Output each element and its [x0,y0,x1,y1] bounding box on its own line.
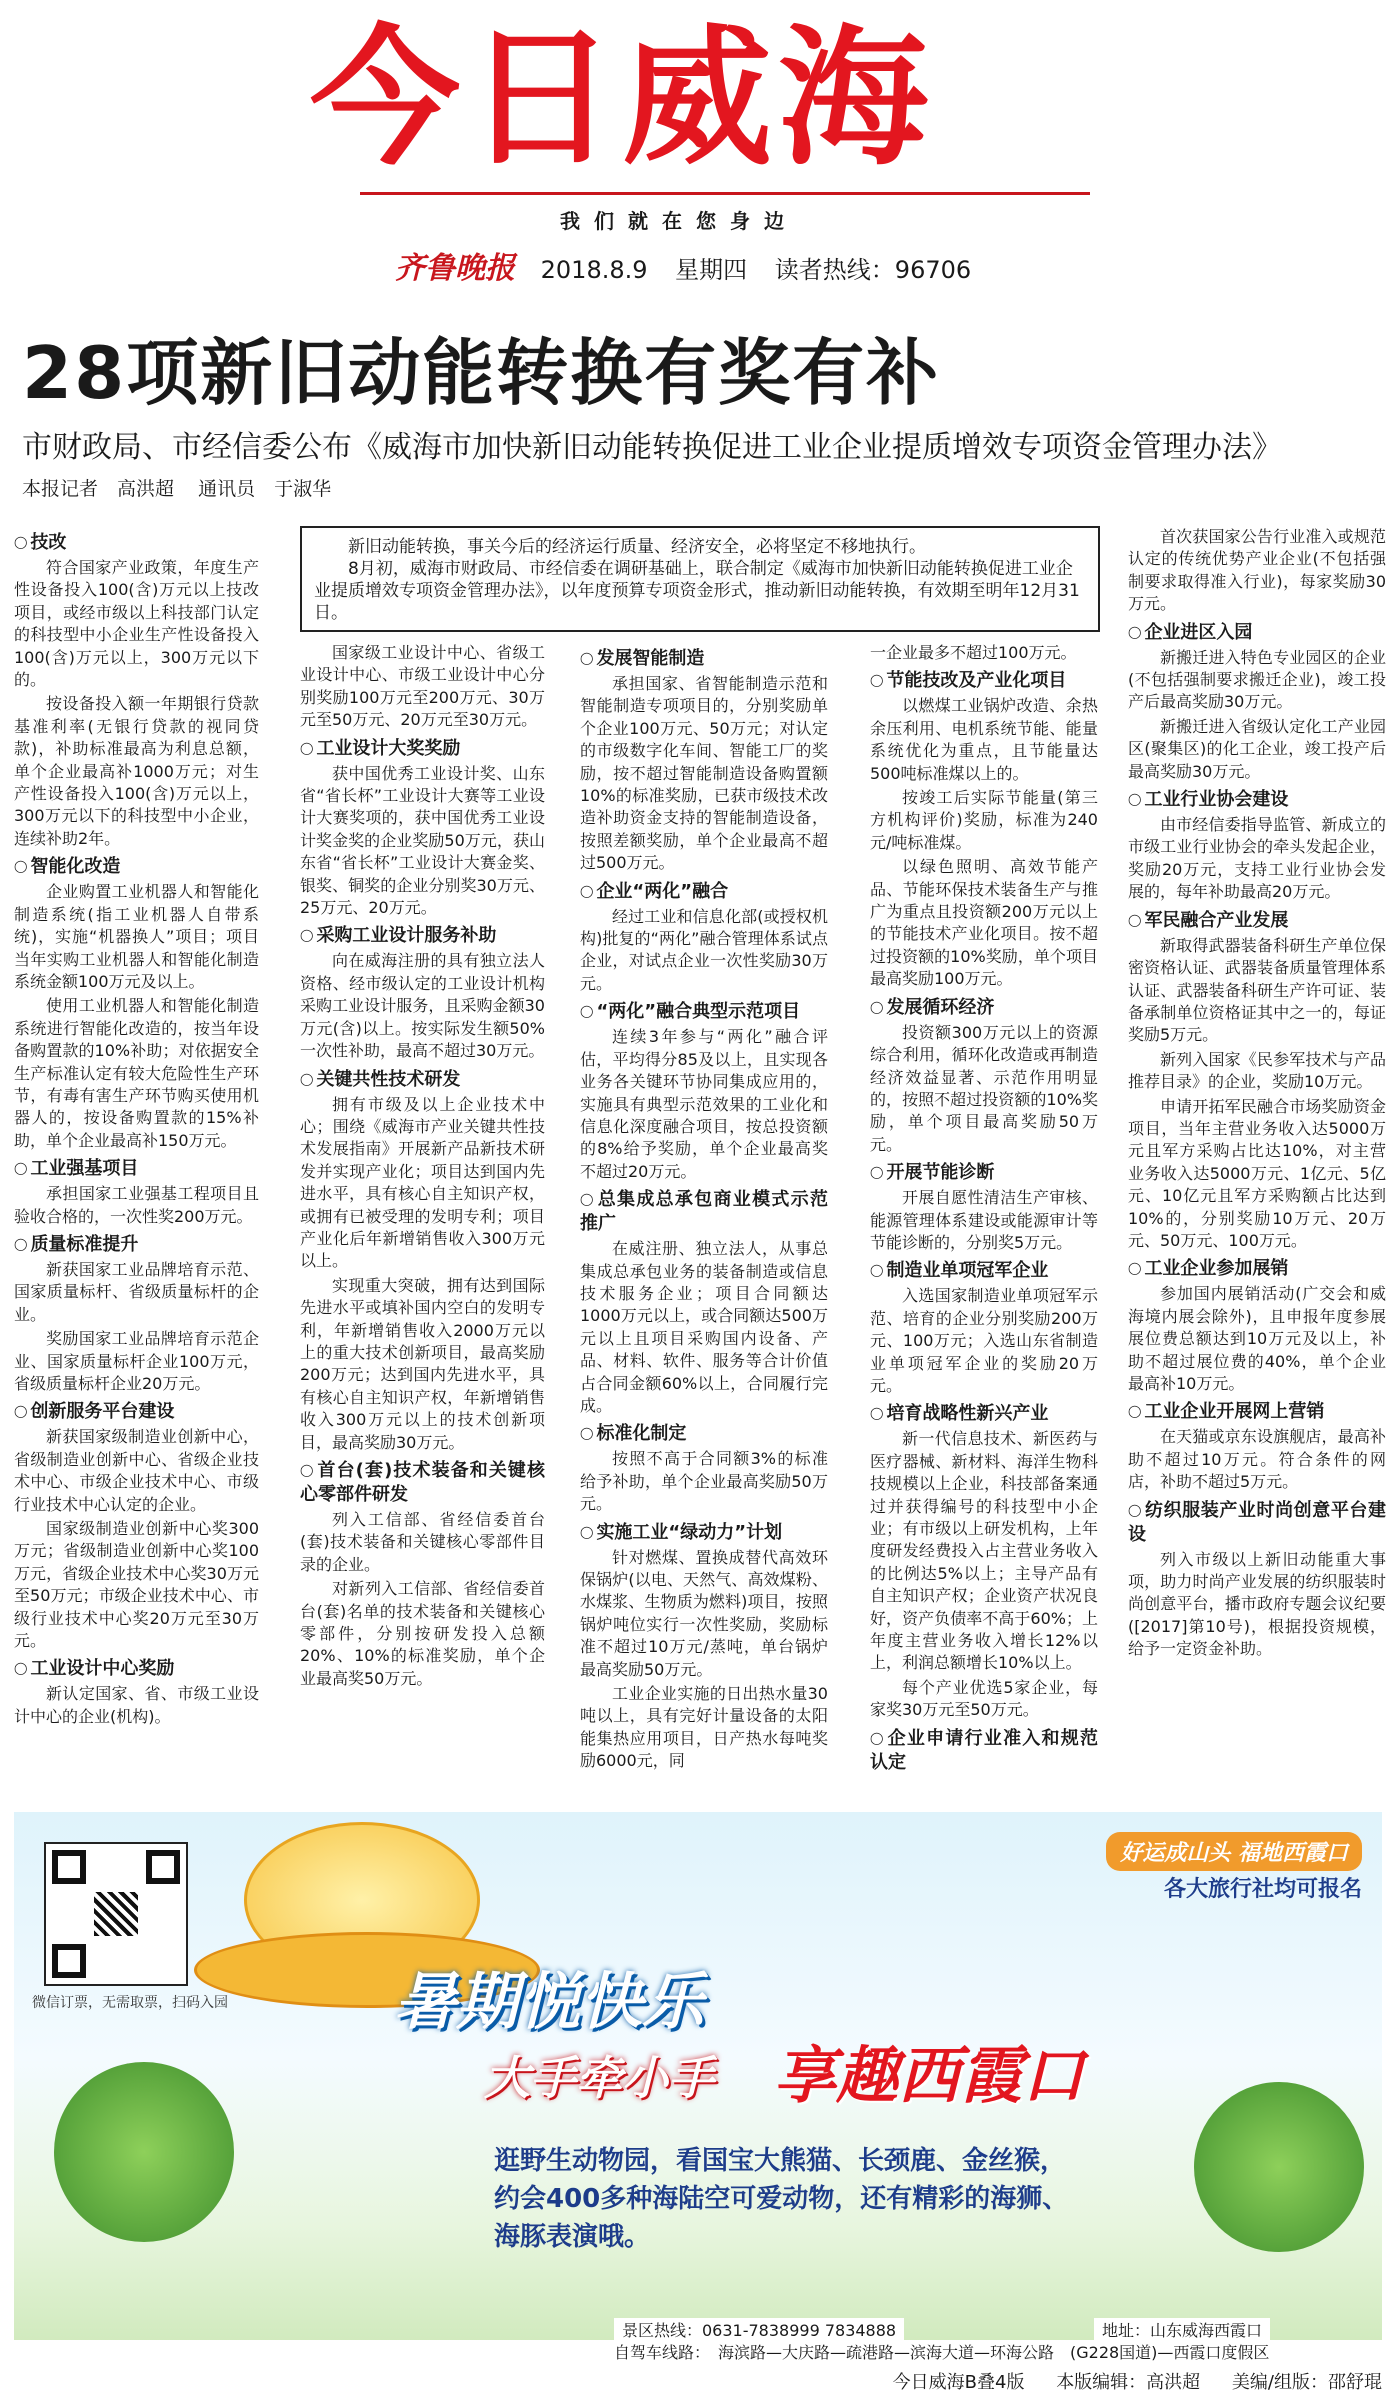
paragraph: 向在威海注册的具有独立法人资格、经市级认定的工业设计机构采购工业设计服务，且采购金额30万元(含)以上。按实际发生额50%一次性补助，最高不超过30万元。 [300,951,545,1061]
summary-line-2: 8月初，威海市财政局、市经信委在调研基础上，联合制定《威海市加快新旧动能转换促进工业企业提质增效专项资金管理办法》，以年度预算专项资金形式，推动新旧动能转换，有效期至明年12月31日。 [314,559,1080,623]
ad-body-text: 逛野生动物园，看国宝大熊猫、长颈鹿、金丝猴，约会400多种海陆空可爱动物，还有精彩的海狮、海豚表演哦。 [494,2146,1069,2252]
advertisement-banner[interactable] [14,1812,1382,2362]
newspaper-brand: 齐鲁晚报 [395,251,515,286]
paragraph: 按设备投入额一年期银行贷款基准利率(无银行贷款的视同贷款)，补助标准最高为利息总额，单个企业最高补1000万元；对生产性设备投入100(含)万元以上，300万元以下的科技型中小企业，连续补助2年。 [14,694,259,848]
article-subhead: 市财政局、市经信委公布《威海市加快新旧动能转换促进工业企业提质增效专项资金管理办法》 [22,430,1282,465]
paragraph: 新列入国家《民参军技术与产品推荐目录》的企业，奖励10万元。 [1128,1049,1386,1092]
paragraph: 承担国家、省智能制造示范和智能制造专项项目的，分别奖励单个企业100万元、50万元；对认定的市级数字化车间、智能工厂的奖励，按不超过智能制造设备购置额10%的标准奖励，已获市级技术改造补助资金支持的智能制造设备，按照差额奖励，单个企业最高不超过500万元。 [580,674,828,873]
ad-tag-slogan: 好运成山头 福地西霞口 [1106,1832,1362,1871]
paragraph: 拥有市级及以上企业技术中心；围绕《威海市产业关键共性技术发展指南》开展新产品新技术研发并实现产业化；项目达到国内先进水平，具有核心自主知识产权，或拥有已被受理的发明专利；项目产业化后年新增销售收入300万元以上。 [300,1094,545,1271]
footer-page: 今日威海B叠4版 [892,2372,1025,2393]
paragraph: 新一代信息技术、新医药与医疗器械、新材料、海洋生物科技规模以上企业，科技部备案通过并获得编号的科技型中小企业；有市级以上研发机构，上年度研发经费投入占主营业务收入的比例达5%以上；主导产品有自主知识产权；企业资产状况良好，资产负债率不高于60%；上年度主营业务收入增长12%以上，利润总额增长10%以上。 [870,1429,1098,1673]
section-heading: ◯ 总集成总承包商业模式示范推广 [580,1187,828,1236]
byline-correspondent: 通讯员 于淑华 [198,478,332,500]
masthead-infobar [395,243,991,287]
ad-contact-row [14,2318,1382,2342]
section-heading: ◯ 实施工业“绿动力”计划 [580,1520,828,1545]
section-heading: ◯ 节能技改及产业化项目 [870,668,1098,693]
section-heading: ◯ 关键共性技术研发 [300,1067,545,1092]
paragraph: 每个产业优选5家企业，每家奖30万元至50万元。 [870,1677,1098,1720]
article-column-3 [580,642,828,1775]
paragraph: 新搬迁进入省级认定化工产业园区(聚集区)的化工企业，竣工投产后最高奖励30万元。 [1128,716,1386,781]
paragraph: 投资额300万元以上的资源综合利用，循环化改造或再制造经济效益显著、示范作用明显的，按照不超过投资额的10%奖励，单个项目最高奖励50万元。 [870,1022,1098,1154]
paragraph: 符合国家产业政策，年度生产性设备投入100(含)万元以上技改项目，或经市级以上科技部门认定的科技型中小企业生产性设备投入100(含)万元以上，300万元以下的。 [14,558,259,690]
article-column-1 [14,526,259,1730]
paragraph: 开展自愿性清洁生产审核、能源管理体系建设或能源审计等节能诊断的，分别奖5万元。 [870,1188,1098,1252]
paragraph: 针对燃煤、置换成替代高效环保锅炉(以电、天然气、高效煤粉、水煤浆、生物质为燃料)项目，按照锅炉吨位实行一次性奖励，奖励标准不超过10万元/蒸吨，单台锅炉最高奖励50万元。 [580,1547,828,1679]
paragraph: 新搬迁进入特色专业园区的企业(不包括强制要求搬迁企业)，竣工投产后最高奖励30万元。 [1128,647,1386,712]
masthead-title: 今日威海 [310,12,935,186]
article-column-4 [870,642,1098,1777]
section-heading: ◯ 发展智能制造 [580,646,828,671]
masthead-rule [360,192,1090,195]
paragraph: 国家级制造业创新中心奖300万元；省级制造业创新中心奖100万元，省级企业技术中心奖30万元至50万元；市级企业技术中心、市级行业技术中心奖20万元至30万元。 [14,1519,259,1651]
qr-caption: 微信订票，无需取票，扫码入园 [32,1995,228,2011]
section-heading: ◯ 工业设计中心奖励 [14,1656,259,1681]
section-heading: ◯ 智能化改造 [14,854,259,879]
paragraph: 以绿色照明、高效节能产品、节能环保技术装备生产与推广为重点且投资额200万元以上的节能技术产业化项目。按不超过投资额的10%奖励，单个项目最高奖励100万元。 [870,857,1098,989]
paragraph: 以燃煤工业锅炉改造、余热余压利用、电机系统节能、能量系统优化为重点，且节能量达500吨标准煤以上的。 [870,696,1098,783]
paragraph: 连续3年参与“两化”融合评估，平均得分85及以上，且实现各业务各关键环节协同集成应用的，实施具有典型示范效果的工业化和信息化深度融合项目，按总投资额的8%给予奖励，单个企业最高奖不超过20万元。 [580,1027,828,1181]
paragraph: 奖励国家工业品牌培育示范企业、国家质量标杆企业100万元，省级质量标杆企业20万元。 [14,1329,259,1393]
paragraph: 新认定国家、省、市级工业设计中心的企业(机构)。 [14,1684,259,1726]
section-heading: ◯ 工业企业开展网上营销 [1128,1399,1386,1424]
paragraph: 使用工业机器人和智能化制造系统进行智能化改造的，按当年设备购置款的10%补助；对依据安全生产标准认定有较大危险性生产环节，有毒有害生产环节购买使用机器人的，按设备购置款的15%补助，单个企业最高补150万元。 [14,996,259,1150]
article-summary-box [300,526,1100,632]
paragraph: 申请开拓军民融合市场奖励资金项目，当年主营业务收入达5000万元且军方采购占比达10%，对主营业务收入达5000万元、1亿元、5亿元、10亿元且军方采购额占比达到10%的，分别奖励10万元、20万元、50万元、100万元。 [1128,1096,1386,1250]
paragraph: 对新列入工信部、省经信委首台(套)名单的技术装备和关键核心零部件，分别按研发投入总额20%、10%的标准奖励，单个企业最高奖50万元。 [300,1579,545,1688]
section-heading: ◯ 首台(套)技术装备和关键核心零部件研发 [300,1458,545,1507]
section-heading: ◯ 质量标准提升 [14,1232,259,1257]
article-column-5 [1128,526,1386,1663]
ad-tagline-b: 享趣西霞口 [774,2039,1085,2112]
paragraph: 一企业最多不超过100万元。 [870,643,1077,662]
section-heading: ◯ 纺织服装产业时尚创意平台建设 [1128,1498,1386,1547]
paragraph: 按照不高于合同额3%的标准给予补助，单个企业最高奖励50万元。 [580,1449,828,1514]
section-heading: ◯ 工业设计大奖奖励 [300,736,545,761]
section-heading: ◯ 工业强基项目 [14,1156,259,1181]
paragraph: 国家级工业设计中心、省级工业设计中心、市级工业设计中心分别奖励100万元至200万元、30万元至50万元、20万元至30万元。 [300,643,545,730]
qr-code-icon[interactable] [44,1842,188,1986]
tree-icon [54,2062,234,2242]
paragraph: 新取得武器装备科研生产单位保密资格认证、武器装备质量管理体系认证、武器装备科研生产许可证、装备承制单位资格证其中之一的，每证奖励5万元。 [1128,935,1386,1045]
paragraph: 新获国家工业品牌培育示范、国家质量标杆、省级质量标杆的企业。 [14,1259,259,1324]
section-heading: ◯ 技改 [14,530,259,555]
summary-line-1: 新旧动能转换，事关今后的经济运行质量、经济安全，必将坚定不移地执行。 [348,537,926,557]
section-heading: ◯ 开展节能诊断 [870,1160,1098,1185]
paragraph: 列入市级以上新旧动能重大事项，助力时尚产业发展的纺织服装时尚创意平台，播市政府专题会议纪要([2017]第10号)，根据投资规模，给予一定资金补助。 [1128,1549,1386,1659]
section-heading: ◯ 培育战略性新兴产业 [870,1401,1098,1426]
section-heading: ◯ 创新服务平台建设 [14,1399,259,1424]
masthead-slogan: 我们就在您身边 [560,209,798,233]
section-heading: ◯ 企业“两化”融合 [580,879,828,904]
section-heading: ◯ 工业行业协会建设 [1128,787,1386,812]
paragraph: 承担国家工业强基工程项目且验收合格的，一次性奖200万元。 [14,1184,259,1226]
section-heading: ◯ 工业企业参加展销 [1128,1256,1386,1281]
section-heading: ◯ 制造业单项冠军企业 [870,1258,1098,1283]
byline-reporter: 本报记者 高洪超 [22,478,175,500]
ad-headline: 暑期悦快乐 [394,1965,705,2038]
article-column-2 [300,642,545,1692]
ad-tagline-a: 大手牵小手 [484,2051,714,2105]
article-headline: 28项新旧动能转换有奖有补 [22,331,941,415]
article-byline [22,474,349,501]
reader-hotline: 读者热线：96706 [774,256,972,284]
footer-editor: 本版编辑：高洪超 [1056,2372,1201,2393]
paragraph: 参加国内展销活动(广交会和威海境内展会除外)，且申报年度参展展位费总额达到10万元及以上，补助不超过展位费的40%，单个企业最高补10万元。 [1128,1284,1386,1393]
ad-route: 自驾车线路： 海滨路—大庆路—疏港路—滨海大道—环海公路 (G228国道)—西霞口度假区 [14,2340,1382,2362]
paragraph: 获中国优秀工业设计奖、山东省“省长杯”工业设计大赛等工业设计大赛奖项的，获中国优秀工业设计奖金奖的企业奖励50万元，获山东省“省长杯”工业设计大赛金奖、银奖、铜奖的企业分别奖30万元、25万元、20万元。 [300,763,545,918]
paragraph: 列入工信部、省经信委首台(套)技术装备和关键核心零部件目录的企业。 [300,1510,545,1574]
paragraph: 入选国家制造业单项冠军示范、培育的企业分别奖励200万元、100万元；入选山东省制造业单项冠军企业的奖励20万元。 [870,1286,1098,1395]
paragraph: 企业购置工业机器人和智能化制造系统(指工业机器人自带系统)，实施“机器换人”项目；项目当年实购工业机器人和智能化制造系统金额100万元及以上。 [14,882,259,991]
tree-icon [1194,2082,1364,2252]
paragraph: 新获国家级制造业创新中心，省级制造业创新中心、省级企业技术中心、市级企业技术中心、市级行业技术中心认定的企业。 [14,1427,259,1514]
masthead [0,0,1395,290]
paragraph: 按竣工后实际节能量(第三方机构评价)奖励，标准为240元/吨标准煤。 [870,788,1098,852]
ad-hotline: 景区热线：0631-7838999 7834888 [614,2318,904,2341]
issue-weekday: 星期四 [675,256,748,284]
section-heading: ◯ 企业申请行业准入和规范认定 [870,1726,1098,1775]
issue-date: 2018.8.9 [540,256,648,284]
ad-address: 地址：山东威海西霞口 [1094,2318,1270,2341]
paragraph: 工业企业实施的日出热水量30吨以上，具有完好计量设备的太阳能集热应用项目，日产热水每吨奖励6000元，同 [580,1684,828,1771]
paragraph: 在威注册、独立法人，从事总集成总承包业务的装备制造或信息技术服务企业；项目合同额达1000万元以上，或合同额达500万元以上且项目采购国内设备、产品、材料、软件、服务等合计价值占合同金额60%以上，合同履行完成。 [580,1239,828,1415]
section-heading: ◯ “两化”融合典型示范项目 [580,999,828,1024]
paragraph: 经过工业和信息化部(或授权机构)批复的“两化”融合管理体系试点企业，对试点企业一次性奖励30万元。 [580,906,828,993]
paragraph: 在天猫或京东设旗舰店，最高补助不超过10万元。符合条件的网店，补助不超过5万元。 [1128,1427,1386,1492]
footer-design: 美编/组版：邵舒琨 [1231,2372,1382,2393]
paragraph: 实现重大突破，拥有达到国际先进水平或填补国内空白的发明专利，年新增销售收入2000万元以上的重大技术创新项目，最高奖励200万元；达到国内先进水平，具有核心自主知识产权，年新增销售收入300万元以上的技术创新项目，最高奖励30万元。 [300,1275,545,1452]
paragraph: 由市经信委指导监管、新成立的市级工业行业协会的牵头发起企业，奖励20万元，支持工业行业协会发展的，每年补助最高20万元。 [1128,815,1386,902]
section-heading: ◯ 标准化制定 [580,1421,828,1446]
section-heading: ◯ 军民融合产业发展 [1128,908,1386,933]
section-heading: ◯ 企业进区入园 [1128,620,1386,645]
paragraph: 首次获国家公告行业准入或规范认定的传统优势产业企业(不包括强制要求取得准入行业)，每家奖励30万元。 [1128,527,1386,614]
ad-tag-agencies: 各大旅行社均可报名 [1163,1877,1362,1902]
section-heading: ◯ 采购工业设计服务补助 [300,923,545,948]
section-heading: ◯ 发展循环经济 [870,995,1098,1020]
page-footer [14,2368,1382,2394]
